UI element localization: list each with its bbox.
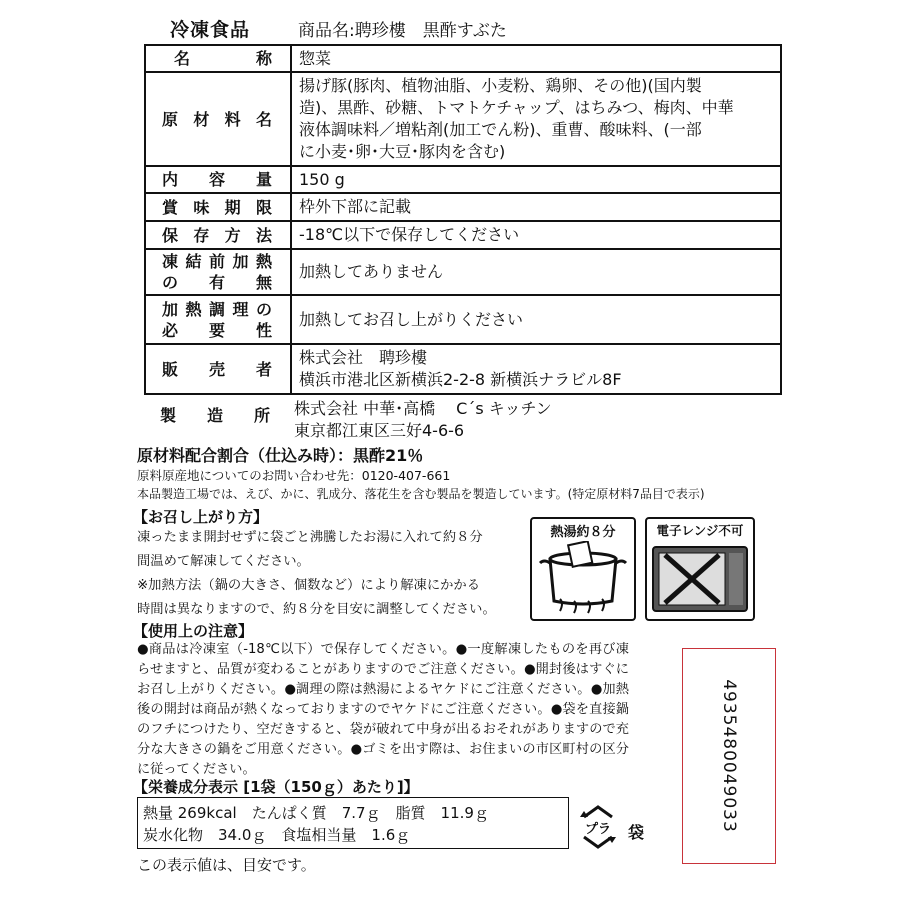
spec-label <box>145 344 291 394</box>
spec-row-seller <box>145 344 781 394</box>
spec-row-preheat <box>145 249 781 295</box>
nutrition-box <box>137 797 569 849</box>
value-line: 株式会社 聘珍樓 <box>299 348 428 367</box>
label-char: 称 <box>255 49 272 68</box>
label-line: 加 熱 調 理 の <box>162 299 272 319</box>
text-line: 間温めて解凍してください。 <box>137 554 310 569</box>
how-to-eat-text <box>137 526 496 622</box>
label-line: 凍 結 前 加 熱 <box>162 252 272 271</box>
usage-notes-heading: 【使用上の注意】 <box>133 622 254 640</box>
label-line: 販 売 者 <box>162 359 272 379</box>
boil-label: 熱湯約８分 <box>550 525 616 540</box>
recycle-mark-text: プラ <box>584 822 611 837</box>
manufacturer-line: 株式会社 中華･高橋 C´s キッチン <box>294 399 552 418</box>
spec-value: 加熱してありません <box>291 249 781 295</box>
label-line: 賞 味 期 限 <box>162 197 272 217</box>
spec-row-storage <box>145 221 781 249</box>
spec-value: 加熱してお召し上がりください <box>291 295 781 344</box>
spec-label <box>145 221 291 249</box>
label-line: 必 要 性 <box>162 320 272 340</box>
nutrition-heading: 【栄養成分表示 [1袋（150ｇ）あたり]】 <box>133 778 419 796</box>
usage-notes-text: ●商品は冷凍室（-18℃以下）で保存してください。●一度解凍したものを再び凍らせますと、品質が変わることがありますのでご注意ください。●開封後はすぐにお召し上がりください。●調理の際は熱湯によるヤケドにご注意ください。●加熱後の開封は商品が熱くなっておりますのでヤケドにご注意ください。●袋を直接鍋のフチにつけたり、空だきすると、袋が破れて中身が出るおそれがありますので充分な大きさの鍋をご用意ください。●ゴミを出す際は、お住まいの市区町村の区分に従ってください。 <box>137 642 629 777</box>
spec-value: 枠外下部に記載 <box>291 193 781 221</box>
text-line: 凍ったまま開封せずに袋ごと沸騰したお湯に入れて約８分 <box>137 530 483 545</box>
manufacturer-line: 東京都江東区三好4-6-6 <box>294 421 465 440</box>
ingredient-ratio: 原材料配合割合（仕込み時）：黒酢21％ <box>137 446 424 465</box>
value-line: 揚げ豚(豚肉、植物油脂、小麦粉、鶏卵、その他)(国内製 <box>299 76 702 95</box>
spec-label <box>145 295 291 344</box>
microwave-prohibited-icon <box>647 541 753 617</box>
spec-row-ingredients <box>145 72 781 166</box>
microwave-label: 電子レンジ不可 <box>656 523 744 538</box>
category-title: 冷凍食品 <box>170 19 251 41</box>
spec-value: 150 g <box>291 166 781 193</box>
text-line: ※加熱方法（鍋の大きさ、個数など）により解凍にかかる <box>137 578 481 593</box>
spec-label <box>145 166 291 193</box>
spec-row-best-before <box>145 193 781 221</box>
text-line: 時間は異なりますので、約８分を目安に調整してください。 <box>137 602 496 617</box>
boil-icon-box <box>530 517 636 621</box>
label-line: 保 存 方 法 <box>162 225 272 245</box>
label-line: 内 容 量 <box>162 170 272 189</box>
barcode-number: 4935480049033 <box>719 679 739 833</box>
label-char: 名 <box>174 49 191 68</box>
origin-inquiry: 原料原産地についてのお問い合わせ先：0120-407-661 <box>137 468 451 483</box>
pot-icon <box>532 541 634 619</box>
microwave-icon-box <box>645 517 755 621</box>
spec-row-cooking <box>145 295 781 344</box>
label-line: 原 材 料 名 <box>162 109 272 129</box>
spec-label <box>145 72 291 166</box>
spec-value <box>291 344 781 394</box>
value-line: に小麦･卵･大豆･豚肉を含む) <box>299 142 506 161</box>
value-line: 造)、黒酢、砂糖、トマトケチャップ、はちみつ、梅肉、中華 <box>299 98 734 117</box>
label-line <box>146 48 290 69</box>
nutrition-row: 炭水化物 34.0ｇ 食塩相当量 1.6ｇ <box>143 826 411 844</box>
label-line: の 有 無 <box>162 273 272 292</box>
spec-label <box>145 193 291 221</box>
manufacturer-info <box>294 398 552 442</box>
manufacturer-label: 製 造 所 <box>160 406 270 425</box>
spec-row-name <box>145 45 781 72</box>
spec-value <box>291 72 781 166</box>
nutrition-footnote: この表示値は、目安です。 <box>137 856 316 874</box>
spec-label <box>145 249 291 295</box>
spec-table <box>144 44 782 395</box>
spec-row-quantity <box>145 166 781 193</box>
spec-value: -18℃以下で保存してください <box>291 221 781 249</box>
spec-label <box>145 45 291 72</box>
spec-value: 惣菜 <box>291 45 781 72</box>
recycle-label: 袋 <box>628 823 645 842</box>
how-to-eat-heading: 【お召し上がり方】 <box>133 508 269 526</box>
nutrition-row: 熱量 269kcal たんぱく質 7.7ｇ 脂質 11.9ｇ <box>143 804 489 822</box>
value-line: 液体調味料／増粘剤(加工でん粉)、重曹、酸味料、(一部 <box>299 120 702 139</box>
allergen-note: 本品製造工場では、えび、かに、乳成分、落花生を含む製品を製造しています。(特定原材料7品目で表示) <box>137 487 705 501</box>
barcode-box <box>682 648 776 864</box>
product-name: 商品名:聘珍樓 黒酢すぶた <box>298 21 507 41</box>
plastic-recycle-icon <box>576 803 620 851</box>
value-line: 横浜市港北区新横浜2-2-8 新横浜ナラビル8F <box>299 370 622 389</box>
